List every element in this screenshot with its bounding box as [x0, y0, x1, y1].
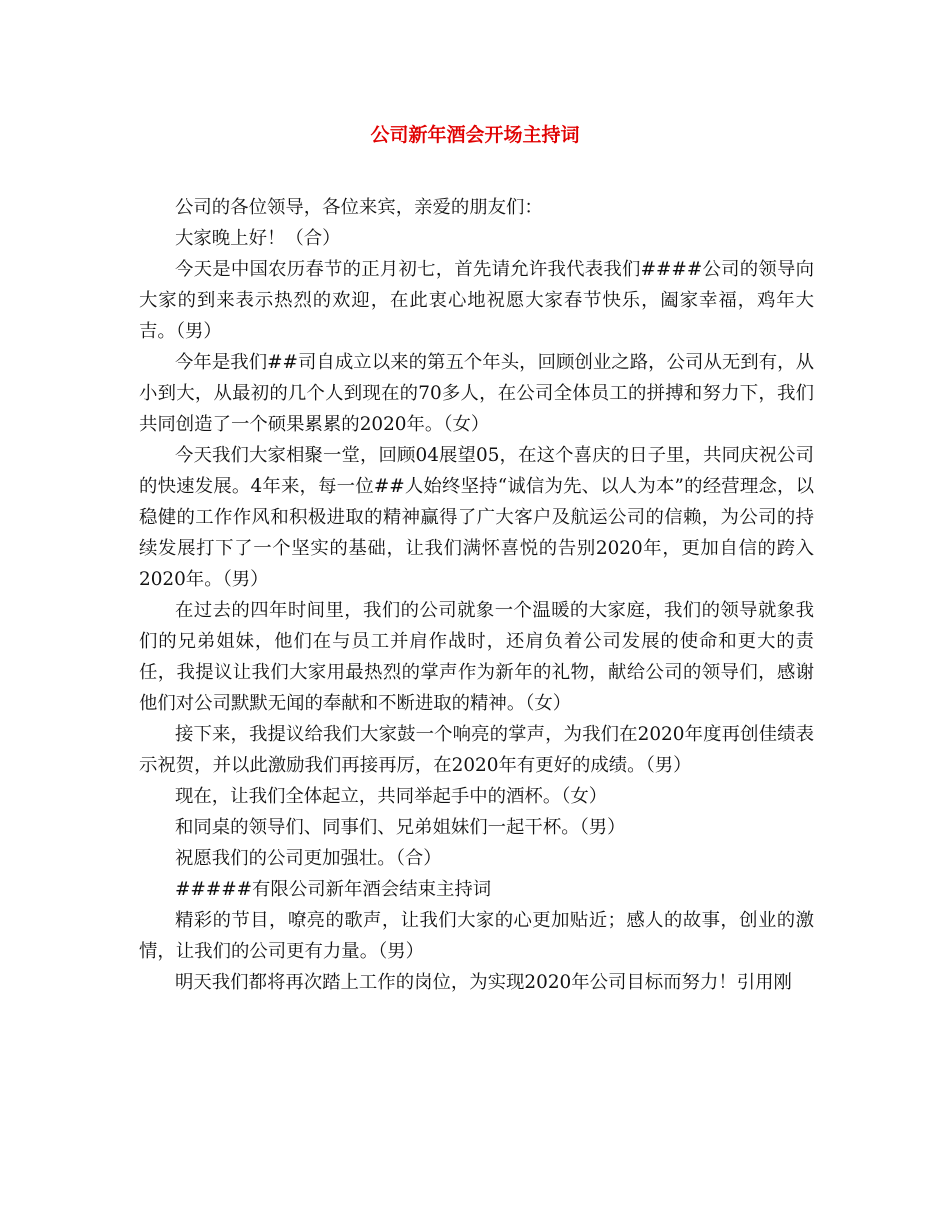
- paragraph: 在过去的四年时间里，我们的公司就象一个温暖的大家庭，我们的领导就象我们的兄弟姐妹，他们在与员工并肩作战时，还肩负着公司发展的使命和更大的责任，我提议让我们大家用最热烈的掌声作为新年的礼物，献给公司的领导们，感谢他们对公司默默无闻的奉献和不断进取的精神。（女）: [139, 600, 814, 714]
- section-heading: #####有限公司新年酒会结束主持词: [175, 879, 492, 900]
- paragraph-salutation: 公司的各位领导，各位来宾，亲爱的朋友们：: [175, 197, 543, 218]
- paragraph: 现在，让我们全体起立，共同举起手中的酒杯。（女）: [175, 786, 608, 807]
- paragraph: 今天是中国农历春节的正月初七，首先请允许我代表我们####公司的领导向大家的到来表示热烈的欢迎，在此衷心地祝愿大家春节快乐，阖家幸福，鸡年大吉。（男）: [139, 259, 814, 342]
- paragraph-greeting: 大家晚上好！（合）: [175, 228, 341, 249]
- paragraph: 今天我们大家相聚一堂，回顾04展望05，在这个喜庆的日子里，共同庆祝公司的快速发展。4年来，每一位##人始终坚持“诚信为先、以人为本”的经营理念，以稳健的工作作风和积极进取的精神赢得了广大客户及航运公司的信赖，为公司的持续发展打下了一个坚实的基础，让我们满怀喜悦的告别2020年，更加自信的跨入2020年。（男）: [139, 445, 814, 590]
- paragraph: 今年是我们##司自成立以来的第五个年头，回顾创业之路，公司从无到有，从小到大，从最初的几个人到现在的70多人，在公司全体员工的拼搏和努力下，我们共同创造了一个硕果累累的2020年。（女）: [139, 352, 814, 435]
- paragraph: 祝愿我们的公司更加强壮。（合）: [175, 848, 442, 869]
- paragraph: 接下来，我提议给我们大家鼓一个响亮的掌声，为我们在2020年度再创佳绩表示祝贺，并以此激励我们再接再厉，在2020年有更好的成绩。（男）: [139, 724, 814, 776]
- paragraph: 和同桌的领导们、同事们、兄弟姐妹们一起干杯。（男）: [175, 817, 626, 838]
- paragraph: 明天我们都将再次踏上工作的岗位，为实现2020年公司目标而努力！引用刚: [175, 972, 792, 993]
- document-title: 公司新年酒会开场主持词: [370, 124, 580, 146]
- document-body: [139, 192, 814, 998]
- paragraph: 精彩的节目，嘹亮的歌声，让我们大家的心更加贴近；感人的故事，创业的激情，让我们的公司更有力量。（男）: [139, 910, 814, 962]
